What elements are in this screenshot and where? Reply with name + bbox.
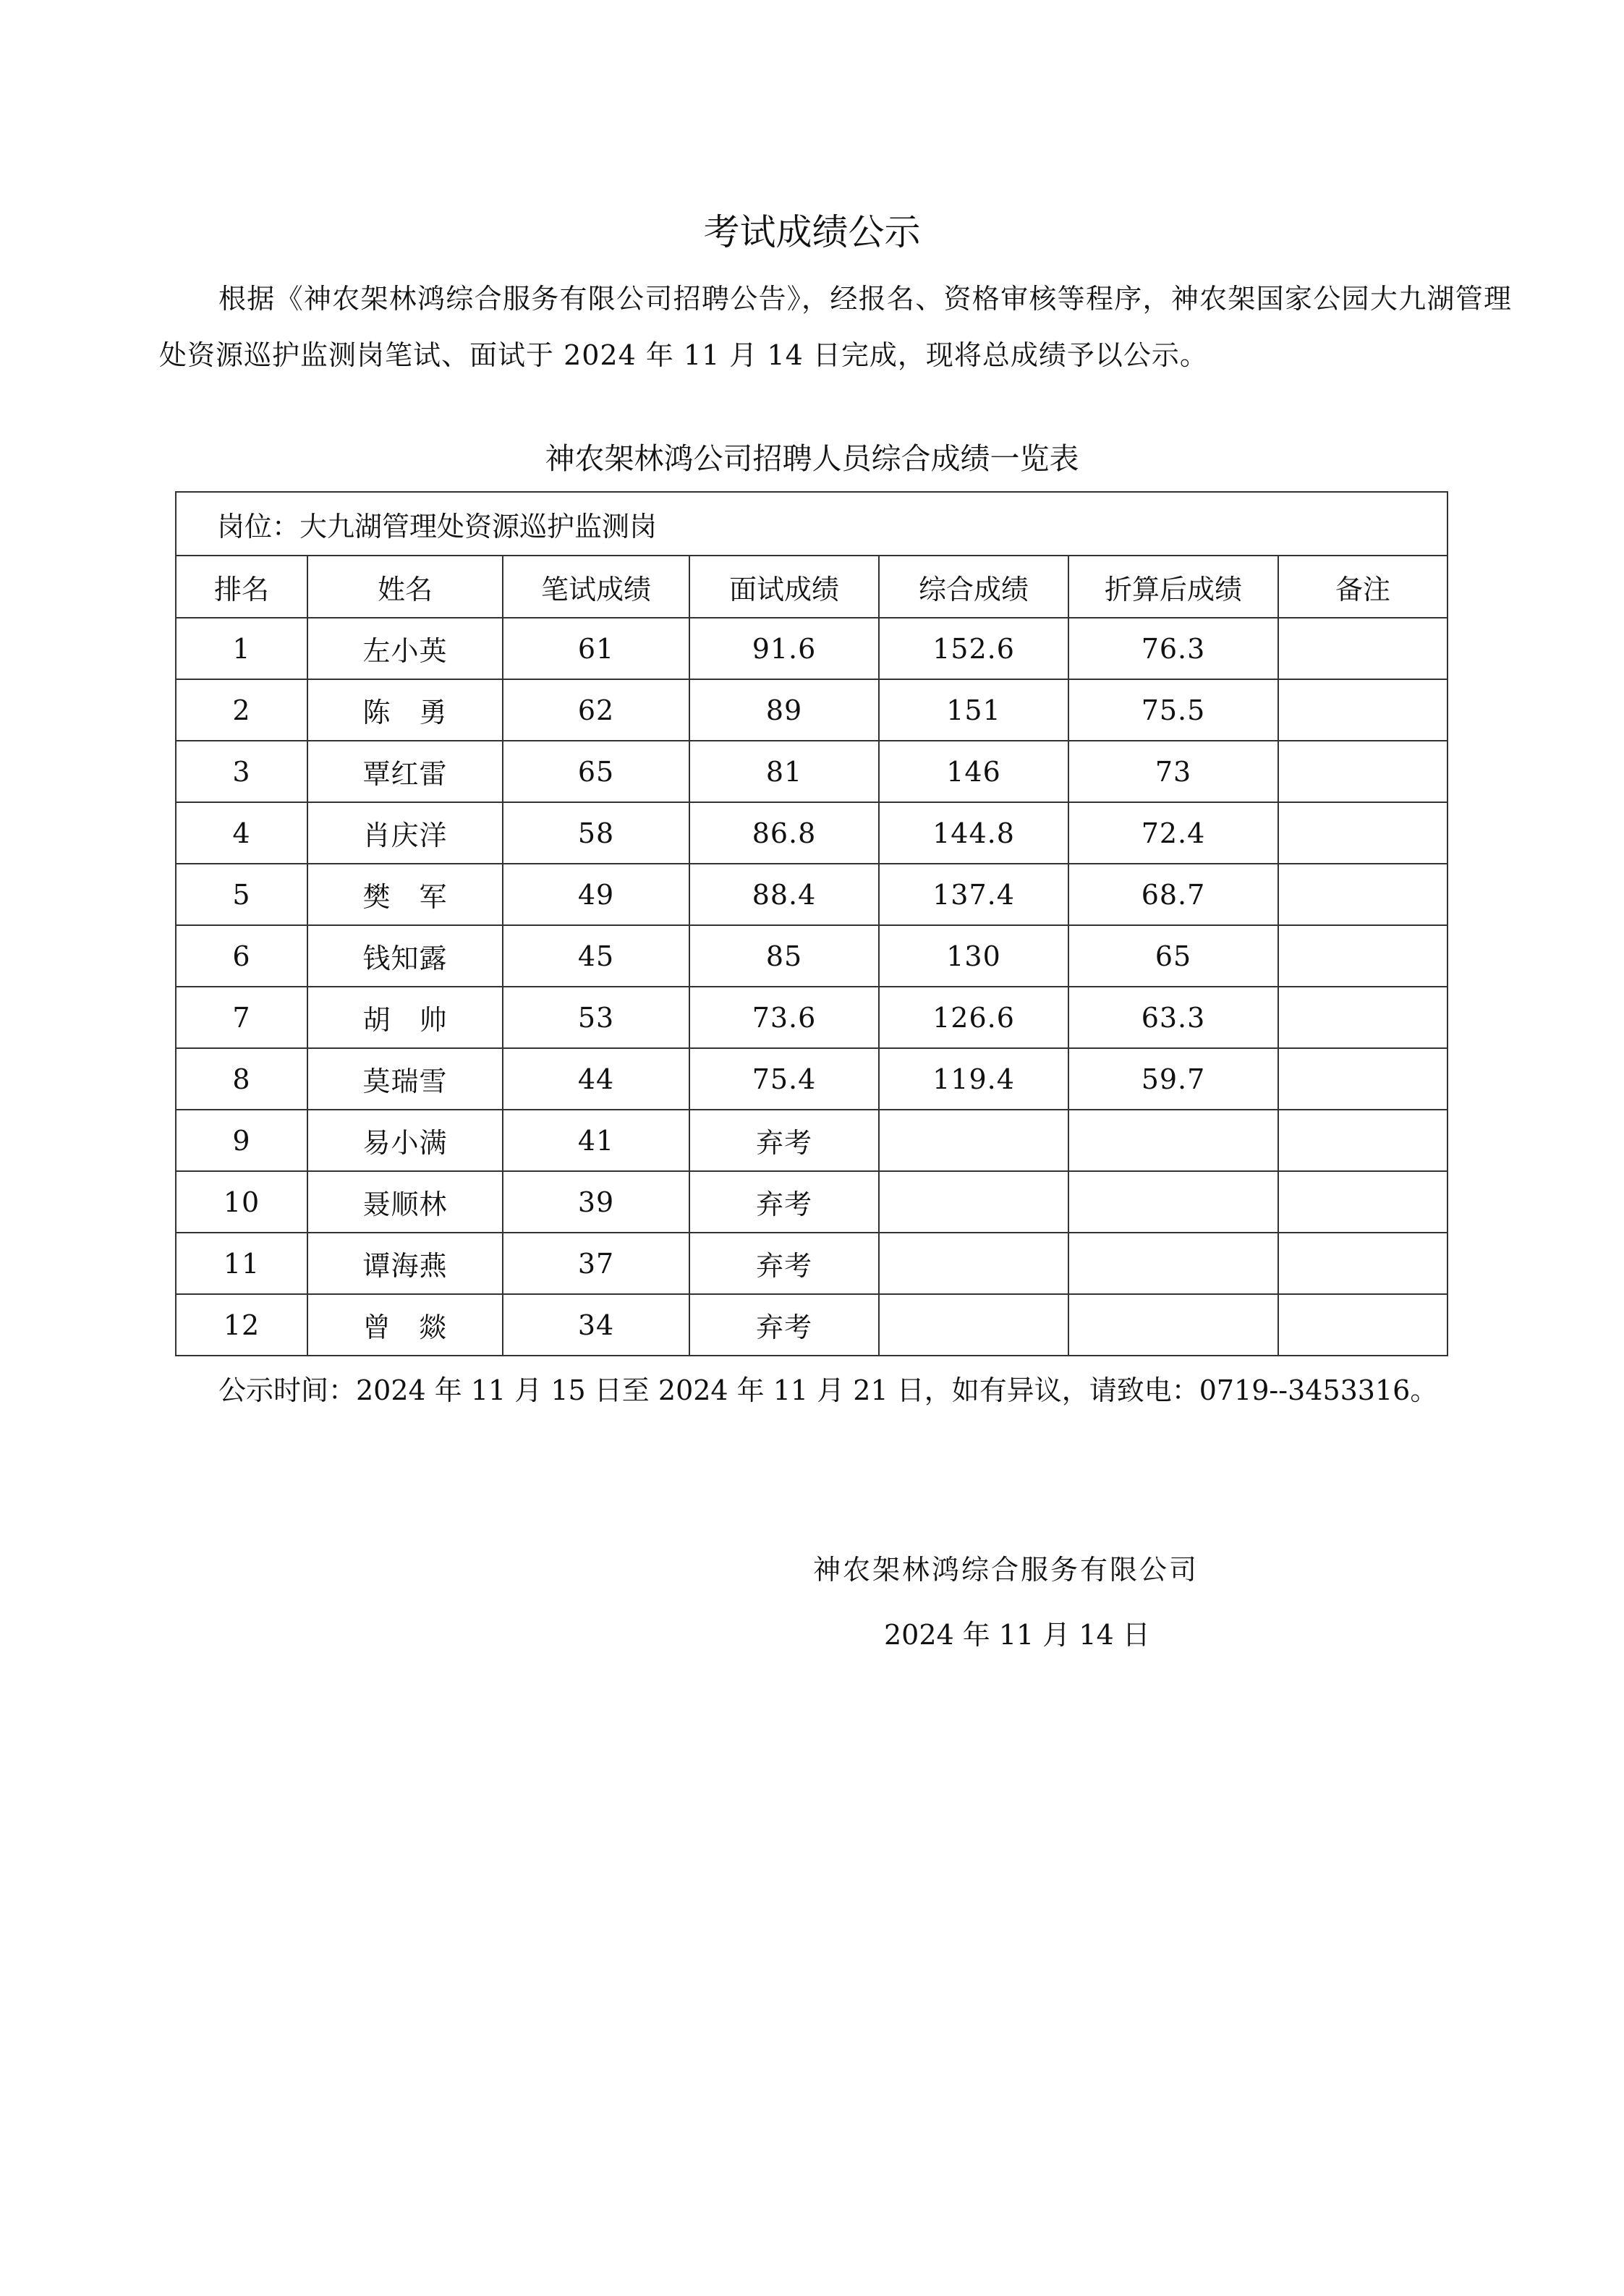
cell-interview-score: 弃考 [689, 1171, 879, 1233]
cell-name: 樊 军 [307, 864, 503, 925]
table-row [176, 1110, 1447, 1171]
cell-written-score: 53 [503, 987, 689, 1048]
cell-name: 左小英 [307, 618, 503, 679]
cell-total-score: 137.4 [879, 864, 1068, 925]
cell-converted-score: 65 [1068, 925, 1278, 987]
cell-converted-score [1068, 1294, 1278, 1356]
cell-written-score: 65 [503, 741, 689, 802]
cell-name: 聂顺林 [307, 1171, 503, 1233]
cell-rank: 3 [176, 741, 307, 802]
cell-remarks [1278, 1233, 1447, 1294]
cell-interview-score: 85 [689, 925, 879, 987]
cell-name: 莫瑞雪 [307, 1048, 503, 1110]
cell-written-score: 39 [503, 1171, 689, 1233]
cell-converted-score [1068, 1233, 1278, 1294]
table-row [176, 925, 1447, 987]
cell-total-score: 126.6 [879, 987, 1068, 1048]
signature-date: 2024 年 11 月 14 日 [884, 1619, 1150, 1651]
cell-written-score: 44 [503, 1048, 689, 1110]
cell-interview-score: 弃考 [689, 1110, 879, 1171]
cell-remarks [1278, 741, 1447, 802]
cell-written-score: 34 [503, 1294, 689, 1356]
notice-text: 公示时间：2024 年 11 月 15 日至 2024 年 11 月 21 日，如有异议，请致电：0719--3453316。 [218, 1374, 1438, 1406]
header-row [176, 556, 1447, 618]
cell-written-score: 61 [503, 618, 689, 679]
cell-total-score: 146 [879, 741, 1068, 802]
table-row [176, 679, 1447, 741]
cell-converted-score [1068, 1171, 1278, 1233]
cell-rank: 12 [176, 1294, 307, 1356]
cell-name: 易小满 [307, 1110, 503, 1171]
cell-total-score: 130 [879, 925, 1068, 987]
cell-rank: 5 [176, 864, 307, 925]
cell-total-score [879, 1294, 1068, 1356]
cell-converted-score: 68.7 [1068, 864, 1278, 925]
header-cell-converted-score: 折算后成绩 [1068, 556, 1278, 618]
cell-converted-score [1068, 1110, 1278, 1171]
table-row [176, 1233, 1447, 1294]
cell-remarks [1278, 864, 1447, 925]
cell-remarks [1278, 802, 1447, 864]
cell-remarks [1278, 679, 1447, 741]
table-row [176, 802, 1447, 864]
cell-total-score [879, 1171, 1068, 1233]
cell-name: 覃红雷 [307, 741, 503, 802]
header-cell-name: 姓名 [307, 556, 503, 618]
cell-remarks [1278, 1294, 1447, 1356]
header-cell-total-score: 综合成绩 [879, 556, 1068, 618]
cell-rank: 7 [176, 987, 307, 1048]
cell-interview-score: 弃考 [689, 1233, 879, 1294]
cell-rank: 11 [176, 1233, 307, 1294]
cell-remarks [1278, 1171, 1447, 1233]
table-title: 神农架林鸿公司招聘人员综合成绩一览表 [545, 441, 1079, 476]
cell-rank: 8 [176, 1048, 307, 1110]
cell-rank: 10 [176, 1171, 307, 1233]
table-row [176, 1294, 1447, 1356]
cell-interview-score: 81 [689, 741, 879, 802]
cell-written-score: 37 [503, 1233, 689, 1294]
table-row [176, 1048, 1447, 1110]
cell-written-score: 62 [503, 679, 689, 741]
cell-written-score: 41 [503, 1110, 689, 1171]
cell-interview-score: 88.4 [689, 864, 879, 925]
cell-written-score: 45 [503, 925, 689, 987]
cell-converted-score: 72.4 [1068, 802, 1278, 864]
cell-interview-score: 73.6 [689, 987, 879, 1048]
cell-remarks [1278, 1110, 1447, 1171]
cell-name: 陈 勇 [307, 679, 503, 741]
header-cell-rank: 排名 [176, 556, 307, 618]
header-cell-remarks: 备注 [1278, 556, 1447, 618]
signature-company: 神农架林鸿综合服务有限公司 [813, 1554, 1199, 1586]
table-row [176, 864, 1447, 925]
cell-total-score [879, 1233, 1068, 1294]
cell-remarks [1278, 987, 1447, 1048]
cell-rank: 6 [176, 925, 307, 987]
cell-total-score: 152.6 [879, 618, 1068, 679]
cell-converted-score: 63.3 [1068, 987, 1278, 1048]
header-cell-interview-score: 面试成绩 [689, 556, 879, 618]
cell-remarks [1278, 618, 1447, 679]
cell-interview-score: 86.8 [689, 802, 879, 864]
post-label: 岗位：大九湖管理处资源巡护监测岗 [176, 492, 1447, 556]
header-cell-written-score: 笔试成绩 [503, 556, 689, 618]
cell-interview-score: 91.6 [689, 618, 879, 679]
cell-interview-score: 89 [689, 679, 879, 741]
cell-remarks [1278, 1048, 1447, 1110]
cell-converted-score: 76.3 [1068, 618, 1278, 679]
cell-interview-score: 弃考 [689, 1294, 879, 1356]
cell-name: 谭海燕 [307, 1233, 503, 1294]
scores-table [175, 491, 1448, 1356]
table-row [176, 1171, 1447, 1233]
cell-written-score: 58 [503, 802, 689, 864]
table-row [176, 618, 1447, 679]
cell-remarks [1278, 925, 1447, 987]
cell-total-score [879, 1110, 1068, 1171]
cell-rank: 4 [176, 802, 307, 864]
cell-name: 肖庆洋 [307, 802, 503, 864]
cell-total-score: 144.8 [879, 802, 1068, 864]
intro-paragraph: 根据《神农架林鸿综合服务有限公司招聘公告》，经报名、资格审核等程序，神农架国家公园大九湖管理处资源巡护监测岗笔试、面试于 2024 年 11 月 14 日完成，现将总成绩予以公示。 [159, 283, 1512, 371]
cell-rank: 1 [176, 618, 307, 679]
cell-name: 胡 帅 [307, 987, 503, 1048]
cell-name: 曾 燚 [307, 1294, 503, 1356]
cell-total-score: 151 [879, 679, 1068, 741]
cell-name: 钱知露 [307, 925, 503, 987]
cell-written-score: 49 [503, 864, 689, 925]
cell-rank: 2 [176, 679, 307, 741]
cell-total-score: 119.4 [879, 1048, 1068, 1110]
table-row [176, 987, 1447, 1048]
cell-converted-score: 59.7 [1068, 1048, 1278, 1110]
cell-rank: 9 [176, 1110, 307, 1171]
page-title: 考试成绩公示 [703, 211, 921, 253]
cell-converted-score: 73 [1068, 741, 1278, 802]
table-row [176, 741, 1447, 802]
cell-interview-score: 75.4 [689, 1048, 879, 1110]
cell-converted-score: 75.5 [1068, 679, 1278, 741]
post-row [176, 492, 1447, 556]
